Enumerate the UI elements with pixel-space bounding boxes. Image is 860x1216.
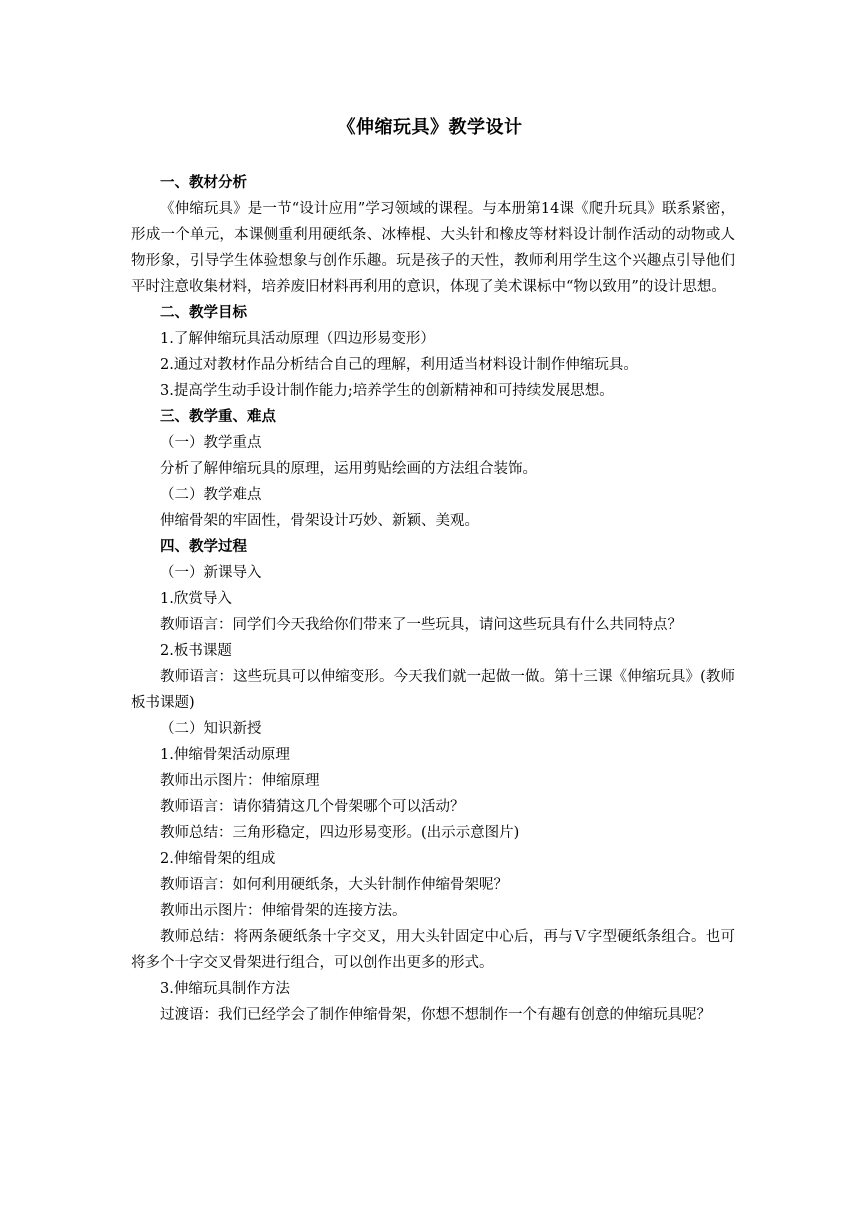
section-heading: 三、教学重、难点 bbox=[160, 409, 276, 425]
document-body bbox=[131, 170, 735, 1028]
section-heading: 四、教学过程 bbox=[160, 539, 247, 555]
paragraph: 过渡语：我们已经学会了制作伸缩骨架，你想不想制作一个有趣有创意的伸缩玩具呢？ bbox=[160, 1007, 711, 1023]
paragraph: 3.提高学生动手设计制作能力;培养学生的创新精神和可持续发展思想。 bbox=[160, 383, 614, 399]
paragraph: （二）知识新授 bbox=[160, 721, 262, 737]
document-title: 《伸缩玩具》教学设计 bbox=[337, 117, 523, 138]
section-heading: 二、教学目标 bbox=[160, 305, 247, 321]
paragraph: 教师语言：请你猜猜这几个骨架哪个可以活动？ bbox=[160, 799, 465, 815]
paragraph: 《伸缩玩具》是一节“设计应用”学习领域的课程。与本册第14课《爬升玩具》联系紧密，形成一个单元，本课侧重利用硬纸条、冰棒棍、大头针和橡皮等材料设计制作活动的动物或人物形象，引导学生体验想象与创作乐趣。玩是孩子的天性，教师利用学生这个兴趣点引导他们平时注意收集材料，培养废旧材料再利用的意识，体现了美术课标中“物以致用”的设计思想。 bbox=[131, 201, 735, 295]
paragraph: 1.了解伸缩玩具活动原理（四边形易变形） bbox=[160, 331, 435, 347]
paragraph: 教师语言：如何利用硬纸条，大头针制作伸缩骨架呢？ bbox=[160, 877, 508, 893]
paragraph: 教师出示图片：伸缩原理 bbox=[160, 773, 320, 789]
paragraph: 2.板书课题 bbox=[160, 643, 232, 659]
paragraph: 教师出示图片：伸缩骨架的连接方法。 bbox=[160, 903, 407, 919]
section-heading: 一、教材分析 bbox=[160, 175, 247, 191]
paragraph: 伸缩骨架的牢固性，骨架设计巧妙、新颖、美观。 bbox=[160, 513, 479, 529]
paragraph: 分析了解伸缩玩具的原理，运用剪贴绘画的方法组合装饰。 bbox=[160, 461, 537, 477]
paragraph: 3.伸缩玩具制作方法 bbox=[160, 981, 290, 997]
paragraph: （一）教学重点 bbox=[160, 435, 262, 451]
paragraph: （一）新课导入 bbox=[160, 565, 262, 581]
paragraph: 2.通过对教材作品分析结合自己的理解，利用适当材料设计制作伸缩玩具。 bbox=[160, 357, 638, 373]
paragraph: 1.伸缩骨架活动原理 bbox=[160, 747, 290, 763]
paragraph: （二）教学难点 bbox=[160, 487, 262, 503]
paragraph: 教师语言：这些玩具可以伸缩变形。今天我们就一起做一做。第十三课《伸缩玩具》(教师板书课题) bbox=[131, 669, 735, 711]
paragraph: 教师总结：将两条硬纸条十字交叉，用大头针固定中心后，再与Ｖ字型硬纸条组合。也可将多个十字交叉骨架进行组合，可以创作出更多的形式。 bbox=[131, 929, 735, 971]
paragraph: 教师语言：同学们今天我给你们带来了一些玩具，请问这些玩具有什么共同特点？ bbox=[160, 617, 682, 633]
paragraph: 1.欣赏导入 bbox=[160, 591, 232, 607]
paragraph: 2.伸缩骨架的组成 bbox=[160, 851, 276, 867]
paragraph: 教师总结：三角形稳定，四边形易变形。(出示示意图片) bbox=[160, 825, 520, 841]
